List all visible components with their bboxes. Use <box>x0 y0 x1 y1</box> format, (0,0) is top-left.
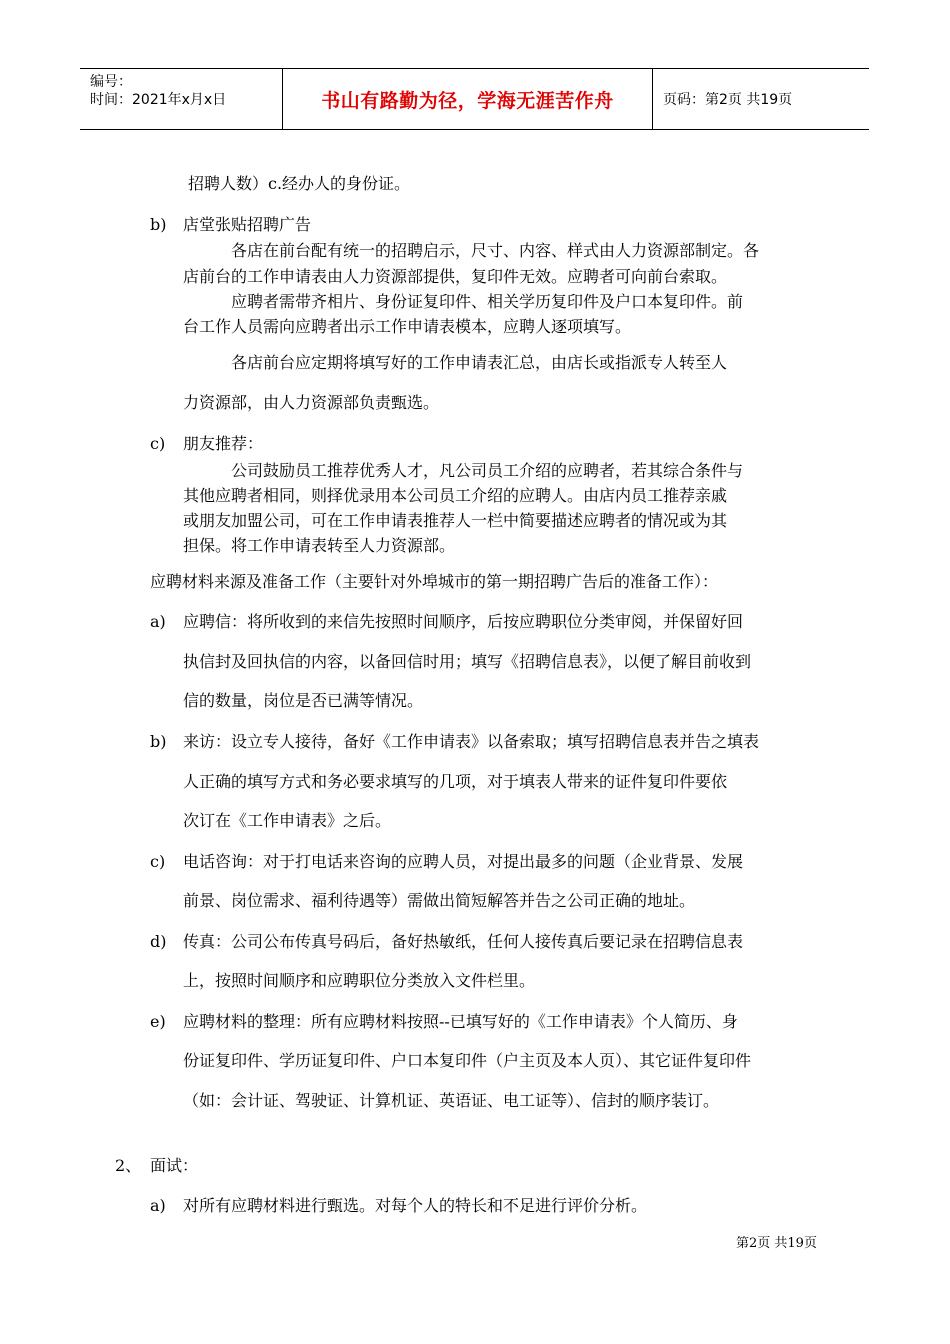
list-marker: a) <box>150 612 166 631</box>
body-line: 招聘人数）c.经办人的身份证。 <box>188 174 411 193</box>
body-line: 人正确的填写方式和务必要求填写的几项，对于填表人带来的证件复印件要依 <box>183 772 728 791</box>
body-line: （如：会计证、驾驶证、计算机证、英语证、电工证等）、信封的顺序装订。 <box>183 1091 720 1110</box>
page-footer <box>736 1232 817 1251</box>
list-marker: a) <box>150 1196 166 1215</box>
header-page-cell <box>653 69 869 129</box>
body-line: 前景、岗位需求、福利待遇等）需做出简短解答并告之公司正确的地址。 <box>183 891 696 910</box>
list-marker: e) <box>150 1012 166 1031</box>
body-line: 各店前台应定期将填写好的工作申请表汇总，由店长或指派专人转至人 <box>231 353 728 372</box>
section-heading: 朋友推荐： <box>183 434 264 453</box>
body-line: 上，按照时间顺序和应聘职位分类放入文件栏里。 <box>183 971 536 990</box>
body-line: 应聘材料的整理：所有应聘材料按照--已填写好的《工作申请表》个人简历、身 <box>183 1012 738 1031</box>
list-marker: b) <box>150 215 167 234</box>
list-marker: c) <box>150 434 166 453</box>
body-line: 应聘者需带齐相片、身份证复印件、相关学历复印件及户口本复印件。前 <box>231 292 744 311</box>
header-page-number: 页码：第2页 共19页 <box>663 92 793 108</box>
section-heading: 面试： <box>150 1156 199 1175</box>
header-motto-cell <box>282 69 653 129</box>
body-line: 来访：设立专人接待，备好《工作申请表》以备索取；填写招聘信息表并告之填表 <box>183 732 760 751</box>
section-number: 2、 <box>115 1156 142 1175</box>
list-marker: d) <box>150 932 167 951</box>
body-line: 店前台的工作申请表由人力资源部提供，复印件无效。应聘者可向前台索取。 <box>183 267 728 286</box>
body-line: 执信封及回执信的内容，以备回信时用；填写《招聘信息表》，以便了解目前收到 <box>183 652 752 671</box>
body-line: 力资源部，由人力资源部负责甄选。 <box>183 393 440 412</box>
document-date-label: 时间：2021年x月x日 <box>90 92 227 108</box>
body-line: 电话咨询：对于打电话来咨询的应聘人员，对提出最多的问题（企业背景、发展 <box>183 852 744 871</box>
body-line: 各店在前台配有统一的招聘启示，尺寸、内容、样式由人力资源部制定。各 <box>231 241 760 260</box>
header-motto: 书山有路勤为径，学海无涯苦作舟 <box>321 89 614 112</box>
section-heading: 应聘材料来源及准备工作（主要针对外埠城市的第一期招聘广告后的准备工作）： <box>150 572 719 591</box>
body-line: 或朋友加盟公司，可在工作申请表推荐人一栏中简要描述应聘者的情况或为其 <box>183 511 728 530</box>
list-marker: b) <box>150 732 167 751</box>
body-line: 应聘信：将所收到的来信先按照时间顺序，后按应聘职位分类审阅，并保留好回 <box>183 612 744 631</box>
section-heading: 店堂张贴招聘广告 <box>183 215 312 234</box>
body-line: 份证复印件、学历证复印件、户口本复印件（户主页及本人页）、其它证件复印件 <box>183 1051 752 1070</box>
body-line: 对所有应聘材料进行甄选。对每个人的特长和不足进行评价分析。 <box>183 1196 648 1215</box>
body-line: 其他应聘者相同，则择优录用本公司员工介绍的应聘人。由店内员工推荐亲戚 <box>183 486 728 505</box>
body-line: 传真：公司公布传真号码后，备好热敏纸，任何人接传真后要记录在招聘信息表 <box>183 932 744 951</box>
body-line: 台工作人员需向应聘者出示工作申请表模本，应聘人逐项填写。 <box>183 317 632 336</box>
body-line: 担保。将工作申请表转至人力资源部。 <box>183 536 456 555</box>
footer-page-number: 第2页 共19页 <box>736 1236 817 1251</box>
header-meta-cell <box>80 69 282 129</box>
list-marker: c) <box>150 852 166 871</box>
body-line: 次订在《工作申请表》之后。 <box>183 811 392 830</box>
document-header <box>80 68 869 130</box>
body-line: 信的数量，岗位是否已满等情况。 <box>183 691 424 710</box>
document-number-label: 编号： <box>90 74 132 90</box>
body-line: 公司鼓励员工推荐优秀人才，凡公司员工介绍的应聘者，若其综合条件与 <box>231 461 744 480</box>
